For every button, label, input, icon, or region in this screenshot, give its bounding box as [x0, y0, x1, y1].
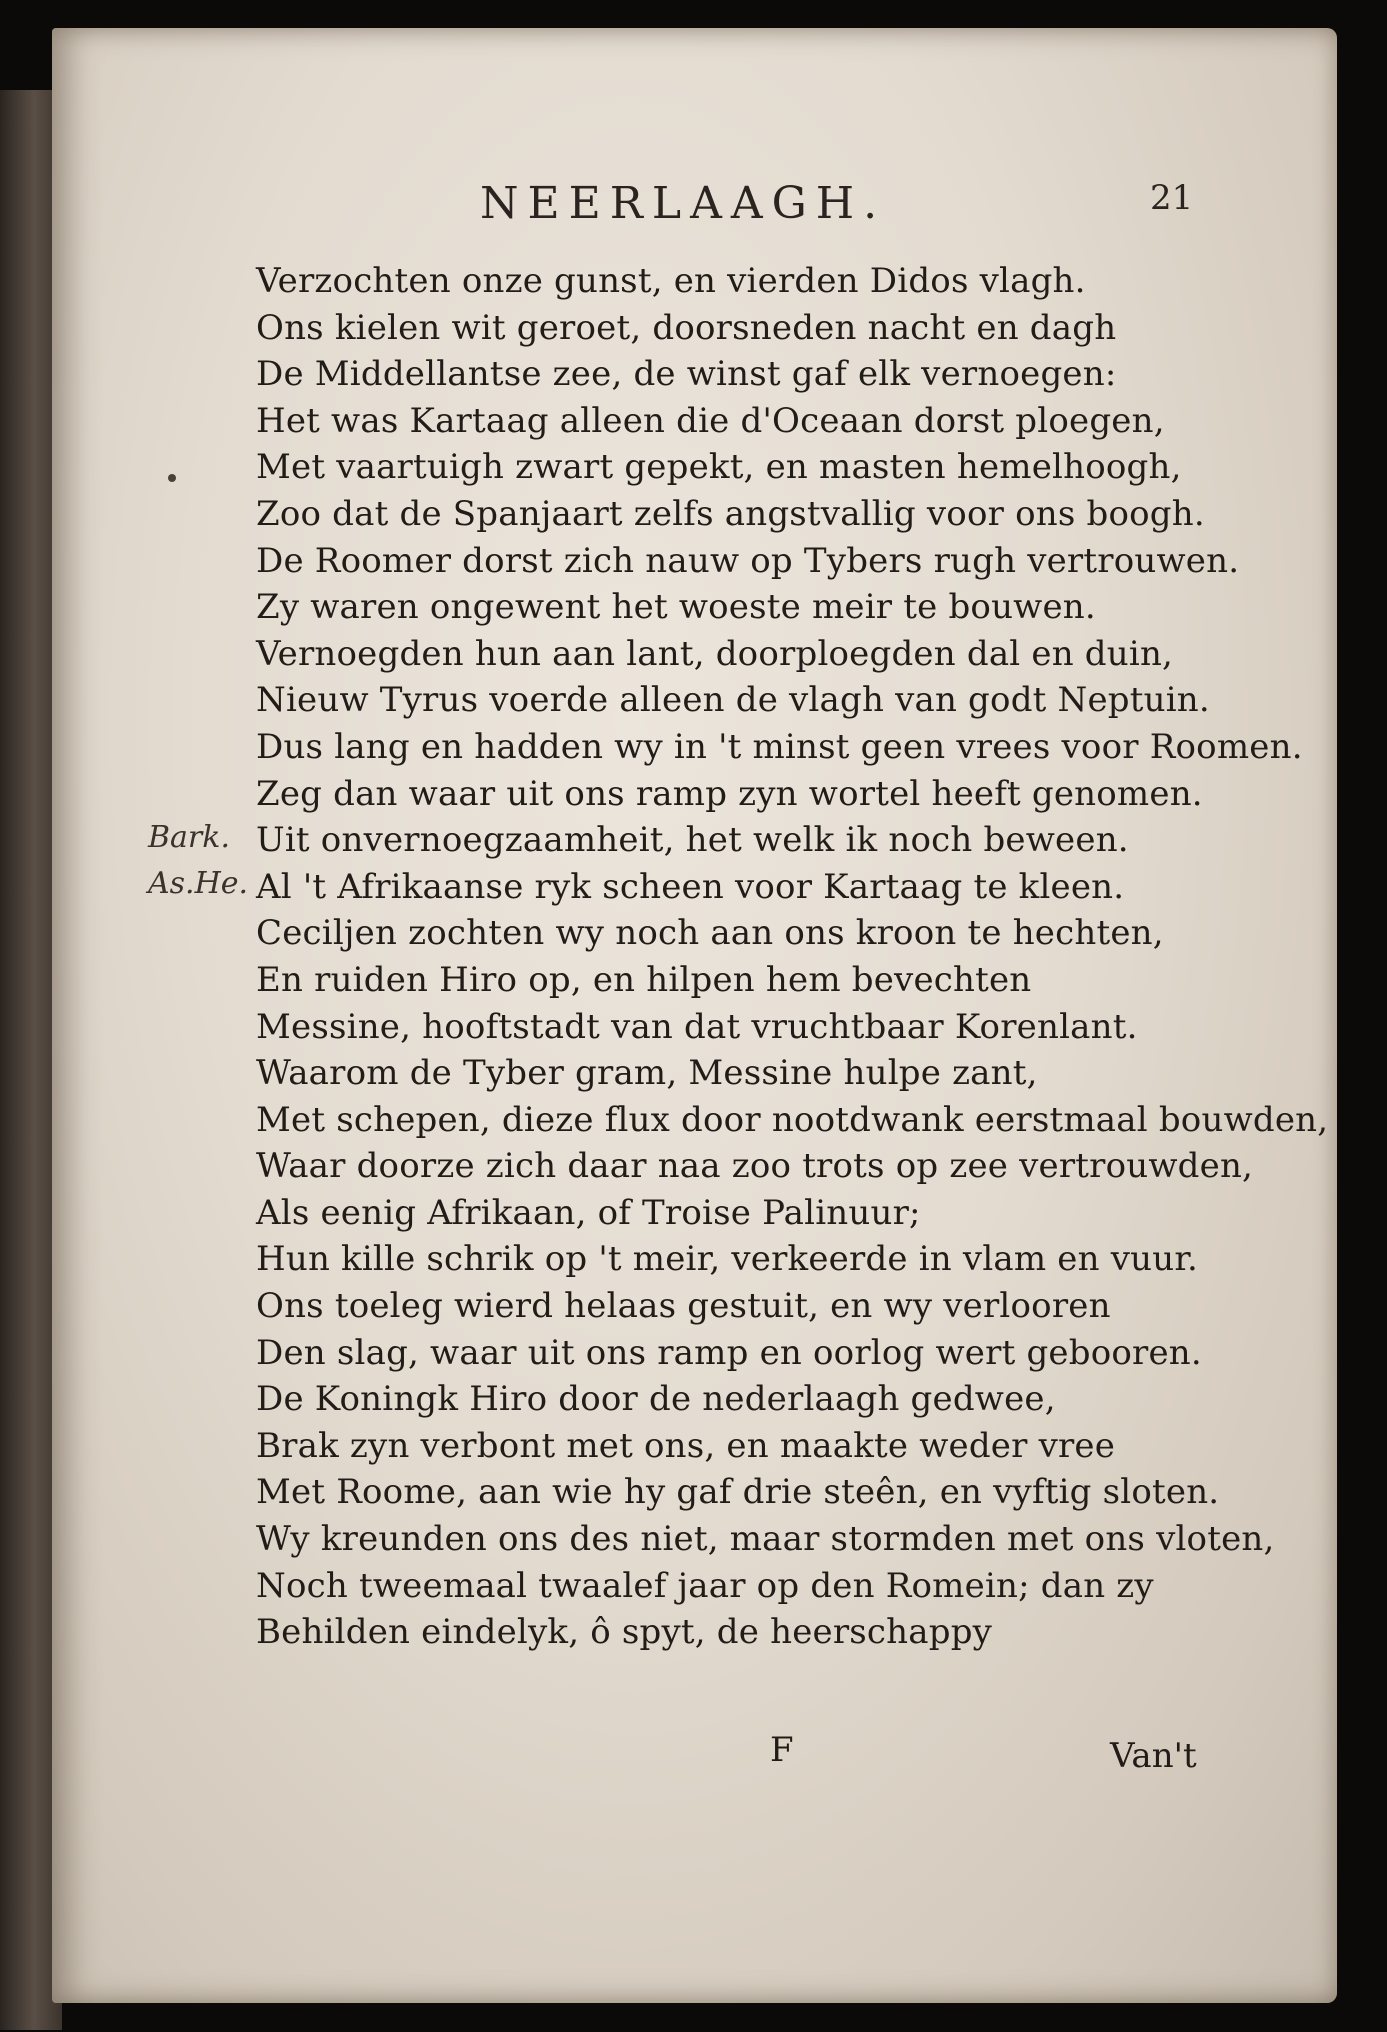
verse-line: Waar doorze zich daar naa zoo trots op zee vertrouwden,	[256, 1146, 1254, 1187]
verse-line: En ruiden Hiro op, en hilpen hem bevechten	[256, 959, 1032, 1000]
verse-line: Met Roome, aan wie hy gaf drie steên, en vyftig sloten.	[256, 1472, 1220, 1513]
verse-line: Ons kielen wit geroet, doorsneden nacht en dagh	[256, 307, 1117, 348]
catchword: Van't	[1110, 1736, 1197, 1776]
verse-line: Brak zyn verbont met ons, en maakte weder vree	[256, 1425, 1116, 1466]
verse-line: Zy waren ongewent het woeste meir te bouwen.	[256, 587, 1096, 628]
verse-line: Behilden eindelyk, ô spyt, de heerschappy	[256, 1612, 993, 1653]
verse-line: Uit onvernoegzaamheit, het welk ik noch beween.	[256, 820, 1129, 861]
verse-line: Het was Kartaag alleen die d'Oceaan dorst ploegen,	[256, 400, 1165, 441]
verse-line: Waarom de Tyber gram, Messine hulpe zant,	[256, 1053, 1038, 1094]
verse-text	[256, 258, 1329, 1656]
verse-line: De Koningk Hiro door de nederlaagh gedwee,	[256, 1379, 1056, 1420]
signature-mark: F	[770, 1730, 794, 1770]
speaker-label-ashe: As.He.	[148, 866, 249, 901]
verse-line: De Roomer dorst zich nauw op Tybers rugh vertrouwen.	[256, 540, 1240, 581]
verse-line: Als eenig Afrikaan, of Troise Palinuur;	[256, 1192, 921, 1233]
verse-line: Verzochten onze gunst, en vierden Didos vlagh.	[256, 261, 1086, 301]
verse-line: Met schepen, dieze flux door nootdwank eerstmaal bouwden,	[256, 1099, 1329, 1140]
margin-dot	[168, 474, 176, 482]
running-head: NEERLAAGH.	[480, 178, 887, 229]
verse-line: Zeg dan waar uit ons ramp zyn wortel heeft genomen.	[256, 773, 1203, 814]
verse-line: Ons toeleg wierd helaas gestuit, en wy verlooren	[256, 1286, 1111, 1327]
verse-line: Hun kille schrik op 't meir, verkeerde in vlam en vuur.	[256, 1239, 1199, 1280]
verse-line: Den slag, waar uit ons ramp en oorlog wert gebooren.	[256, 1332, 1202, 1373]
speaker-label-bark: Bark.	[148, 820, 230, 855]
verse-line: Ceciljen zochten wy noch aan ons kroon te hechten,	[256, 913, 1164, 954]
verse-line: Nieuw Tyrus voerde alleen de vlagh van godt Neptuin.	[256, 680, 1210, 721]
page-number: 21	[1150, 178, 1194, 218]
verse-line: Dus lang en hadden wy in 't minst geen vrees voor Roomen.	[256, 726, 1303, 767]
verse-line: Noch tweemaal twaalef jaar op den Romein; dan zy	[256, 1565, 1154, 1606]
verse-line: De Middellantse zee, de winst gaf elk vernoegen:	[256, 354, 1117, 395]
verse-line: Al 't Afrikaanse ryk scheen voor Kartaag te kleen.	[256, 866, 1125, 907]
verse-line: Vernoegden hun aan lant, doorploegden dal en duin,	[256, 633, 1174, 674]
verse-line: Wy kreunden ons des niet, maar stormden met ons vloten,	[256, 1519, 1275, 1560]
verse-line: Zoo dat de Spanjaart zelfs angstvallig voor ons boogh.	[256, 493, 1205, 534]
verse-line: Met vaartuigh zwart gepekt, en masten hemelhoogh,	[256, 447, 1182, 488]
verse-line: Messine, hooftstadt van dat vruchtbaar Korenlant.	[256, 1006, 1138, 1047]
